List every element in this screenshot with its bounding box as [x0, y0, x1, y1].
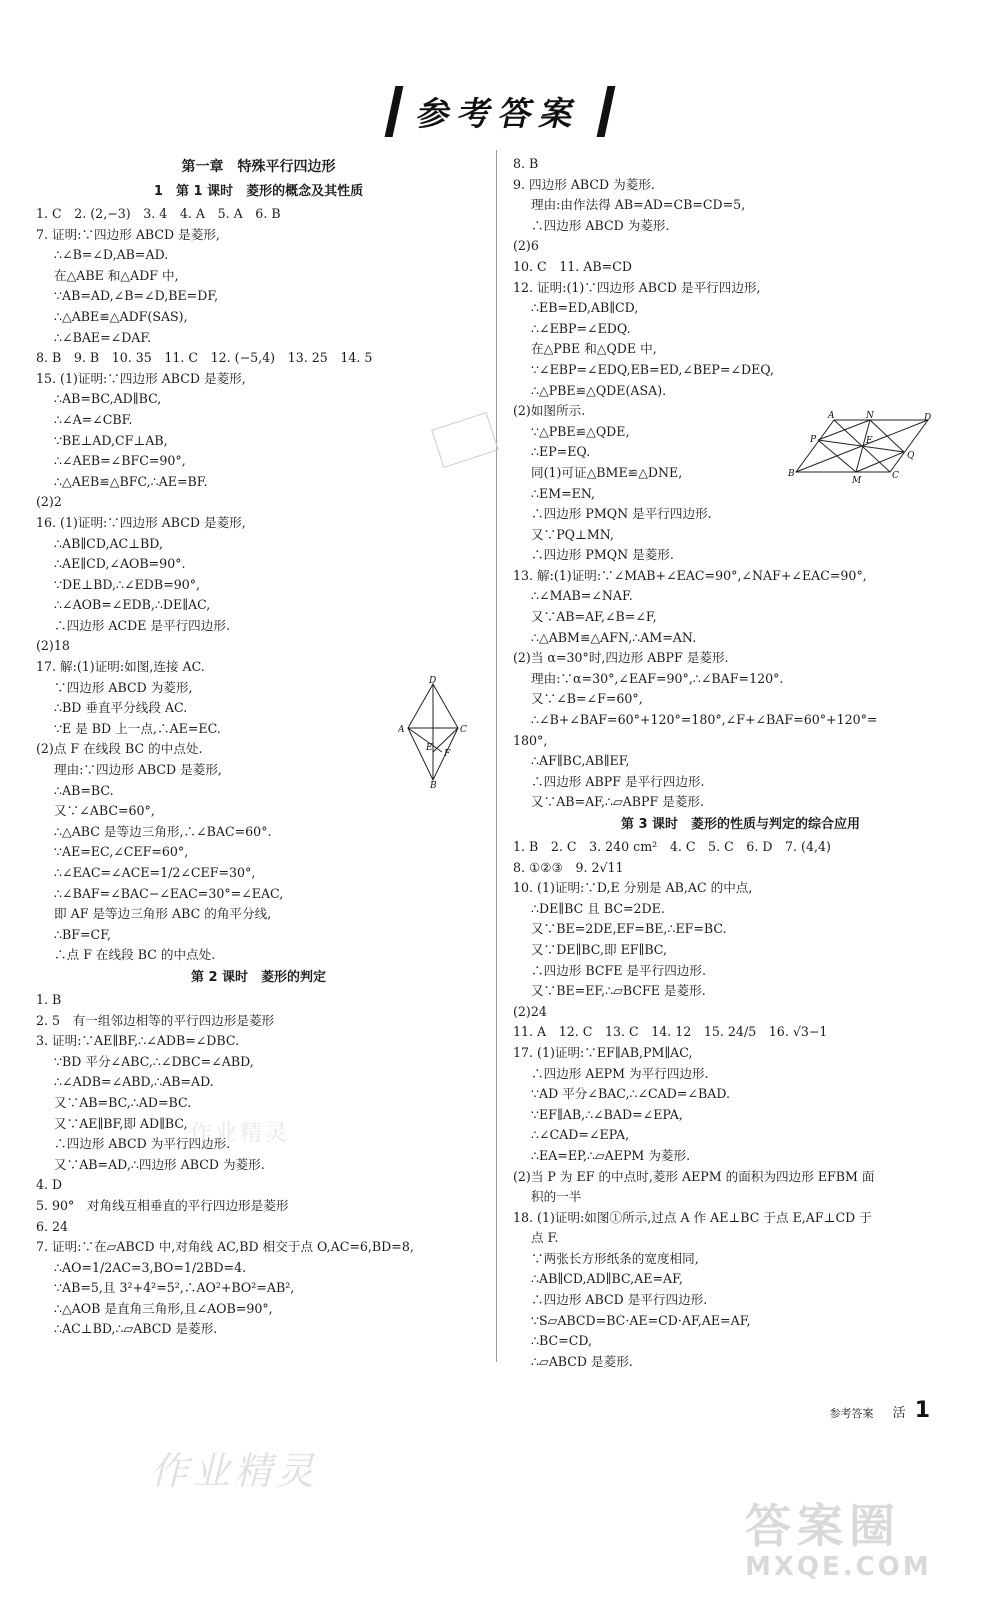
fig2-label-d: D — [924, 413, 932, 423]
answer-line: ∵AD 平分∠BAC,∴∠CAD=∠BAD. — [531, 1086, 730, 1102]
answer-line: ∵AE=EC,∠CEF=60°, — [54, 844, 189, 860]
answer-line: ∴△AEB≌△BFC,∴AE=BF. — [54, 473, 208, 489]
answer-line: ∴∠EBP=∠EDQ. — [531, 320, 631, 336]
answer-line: ∴AE∥CD,∠AOB=90°. — [54, 556, 186, 572]
answer-line: ∴∠BAE=∠DAF. — [54, 329, 152, 345]
answer-line: 17. (1)证明:∵EF∥AB,PM∥AC, — [513, 1044, 693, 1060]
answer-line: ∴△AOB 是直角三角形,且∠AOB=90°, — [54, 1300, 273, 1316]
answer-line: ∴AB=BC,AD∥BC, — [54, 391, 162, 407]
answer-line: 8. ①②③ 9. 2√11 — [513, 859, 624, 875]
column-divider — [496, 150, 497, 1362]
answer-line: ∴△PBE≌△QDE(ASA). — [531, 382, 667, 398]
fig1-label-f: F — [444, 749, 451, 759]
answer-line: (2)点 F 在线段 BC 的中点处. — [36, 741, 203, 757]
answer-line: ∴∠A=∠CBF. — [54, 411, 133, 427]
answer-line: ∵BE⊥AD,CF⊥AB, — [54, 432, 168, 448]
answer-line: ∴DE∥BC 且 BC=2DE. — [531, 900, 665, 916]
answer-line: ∴∠BAF=∠BAC−∠EAC=30°=∠EAC, — [54, 885, 284, 901]
answer-line: 3. 证明:∵AE∥BF,∴∠ADB=∠DBC. — [36, 1033, 240, 1049]
answer-line: ∴四边形 PMQN 是菱形. — [531, 547, 674, 563]
answer-line: ∴EB=ED,AB∥CD, — [531, 300, 639, 316]
answer-line: ∴AB=BC. — [54, 782, 114, 798]
answer-line: 又∵AE∥BF,即 AD∥BC, — [54, 1115, 188, 1131]
fig2-label-q: Q — [907, 451, 915, 461]
answer-line: (2)2 — [36, 494, 62, 510]
answer-line: (2)6 — [513, 238, 539, 254]
answer-line: ∵EF∥AB,∴∠BAD=∠EPA, — [531, 1106, 683, 1122]
watermark-site-name: 答案圈 — [745, 1499, 901, 1553]
answer-line: 又∵AB=AF,∠B=∠F, — [531, 609, 657, 625]
fig2-label-b: B — [788, 469, 795, 479]
answer-line: 16. (1)证明:∵四边形 ABCD 是菱形, — [36, 514, 246, 530]
answer-line: ∵DE⊥BD,∴∠EDB=90°, — [54, 576, 201, 592]
answer-line: ∴AO=1/2AC=3,BO=1/2BD=4. — [54, 1259, 247, 1275]
answer-line: ∴四边形 ABCD 为平行四边形. — [54, 1136, 231, 1152]
answer-line: (2)当 P 为 EF 的中点时,菱形 AEPM 的面积为四边形 EFBM 面 — [513, 1168, 875, 1184]
answer-line: ∴∠B+∠BAF=60°+120°=180°,∠F+∠BAF=60°+120°= — [531, 712, 878, 728]
section-2-answers — [36, 990, 481, 1340]
chapter-title: 第一章 特殊平行四边形 — [181, 159, 336, 175]
answer-line: ∴△ABC 是等边三角形,∴∠BAC=60°. — [54, 823, 272, 839]
fig2-label-m: M — [852, 476, 862, 486]
answer-line: 10. C 11. AB=CD — [513, 258, 632, 274]
answer-line: 7. 证明:∵四边形 ABCD 是菱形, — [36, 226, 220, 242]
answer-line: ∴AF∥BC,AB∥EF, — [531, 753, 630, 769]
fig1-label-e: E — [426, 743, 433, 753]
answer-line: ∵BD 平分∠ABC,∴∠DBC=∠ABD, — [54, 1053, 254, 1069]
right-answers-part2 — [513, 837, 968, 1372]
answer-line: 理由:由作法得 AB=AD=CB=CD=5, — [531, 197, 746, 213]
answer-line: ∵两张长方形纸条的宽度相同, — [531, 1250, 699, 1266]
section-3-title: 第 3 课时 菱形的性质与判定的综合应用 — [620, 817, 861, 832]
answer-line: ∴∠ADB=∠ABD,∴AB=AD. — [54, 1074, 214, 1090]
section-2-title: 第 2 课时 菱形的判定 — [190, 969, 327, 985]
answer-line: 理由:∵四边形 ABCD 是菱形, — [54, 762, 222, 778]
answer-line: 又∵BE=EF,∴▱BCFE 是菱形. — [531, 983, 706, 999]
page-number: 1 — [914, 1398, 930, 1423]
section-1-answers — [36, 204, 481, 966]
answer-line: 又∵DE∥BC,即 EF∥BC, — [531, 941, 667, 957]
footer-label: 参考答案 — [829, 1407, 874, 1420]
answer-line: (2)18 — [36, 638, 70, 654]
answer-line: ∴四边形 ABCD 是平行四边形. — [531, 1292, 708, 1308]
answer-line: 即 AF 是等边三角形 ABC 的角平分线, — [54, 906, 272, 922]
answer-line: 又∵BE=2DE,EF=BE,∴EF=BC. — [531, 921, 727, 937]
answer-line: 又∵∠ABC=60°, — [54, 803, 155, 819]
answer-line: 积的一半 — [531, 1189, 582, 1205]
answer-line: 9. 四边形 ABCD 为菱形. — [513, 176, 655, 192]
answer-line: 4. D — [36, 1177, 63, 1193]
rhombus-figure — [398, 676, 468, 788]
answer-line: ∴∠B=∠D,AB=AD. — [54, 247, 169, 263]
answer-line: ∴四边形 AEPM 为平行四边形. — [531, 1065, 709, 1081]
answer-line: ∴∠MAB=∠NAF. — [531, 588, 633, 604]
answer-line: ∴四边形 PMQN 是平行四边形. — [531, 506, 712, 522]
answer-line: ∴∠CAD=∠EPA, — [531, 1127, 630, 1143]
answer-line: 18. (1)证明:如图①所示,过点 A 作 AE⊥BC 于点 E,AF⊥CD 于 — [513, 1209, 872, 1225]
answer-line: ∴四边形 BCFE 是平行四边形. — [531, 962, 707, 978]
watermark-site-url: MXQE.COM — [745, 1552, 932, 1582]
answer-line: 7. 证明:∵在▱ABCD 中,对角线 AC,BD 相交于点 O,AC=6,BD=8, — [36, 1239, 414, 1255]
answer-line: 又∵∠B=∠F=60°, — [531, 691, 643, 707]
answer-line: ∵AB=AD,∠B=∠D,BE=DF, — [54, 288, 219, 304]
footer-sub: 活 — [892, 1406, 906, 1421]
answer-line: 又∵AB=AD,∴四边形 ABCD 为菱形. — [54, 1156, 265, 1172]
answer-line: ∴EA=EP,∴▱AEPM 为菱形. — [531, 1147, 691, 1163]
answer-line: ∴AB∥CD,AC⊥BD, — [54, 535, 163, 551]
answer-line: ∵∠EBP=∠EDQ,EB=ED,∠BEP=∠DEQ, — [531, 361, 774, 377]
answer-line: 在△PBE 和△QDE 中, — [531, 341, 657, 357]
answer-line: 10. (1)证明:∵D,E 分别是 AB,AC 的中点, — [513, 880, 753, 896]
answer-line: 11. A 12. C 13. C 14. 12 15. 24/5 16. √3−1 — [513, 1024, 828, 1040]
answer-line: ∵AB=5,且 3²+4²=5²,∴AO²+BO²=AB², — [54, 1280, 295, 1296]
fig1-label-a: A — [398, 725, 405, 735]
answer-line: 同(1)可证△BME≌△DNE, — [531, 464, 683, 480]
answer-line: 5. 90° 对角线互相垂直的平行四边形是菱形 — [36, 1197, 289, 1213]
fig1-label-b: B — [430, 781, 437, 788]
parallelogram-figure — [786, 410, 936, 486]
banner — [0, 86, 1000, 137]
watermark-mid: 作业精灵 — [190, 1121, 291, 1146]
answer-line: 8. B 9. B 10. 35 11. C 12. (−5,4) 13. 25 14. 5 — [36, 350, 373, 366]
answer-line: 8. B — [513, 156, 539, 171]
answer-line: ∵E 是 BD 上一点,∴AE=EC. — [54, 720, 221, 736]
answer-line: 6. 24 — [36, 1218, 69, 1234]
answer-line: 2. 5 有一组邻边相等的平行四边形是菱形 — [36, 1012, 275, 1028]
answer-line: 13. 解:(1)证明:∵∠MAB+∠EAC=90°,∠NAF+∠EAC=90°, — [513, 567, 867, 583]
answer-line: ∴BC=CD, — [531, 1333, 592, 1349]
watermark-bottom: 作业精灵 — [150, 1449, 319, 1493]
section-1-title: 1 第 1 课时 菱形的概念及其性质 — [153, 184, 364, 199]
answer-line: 理由:∵α=30°,∠EAF=90°,∴∠BAF=120°. — [531, 670, 784, 686]
answer-line: 17. 解:(1)证明:如图,连接 AC. — [36, 659, 205, 675]
answer-line: ∴四边形 ABCD 为菱形. — [531, 217, 670, 233]
answer-line: 1. B 2. C 3. 240 cm² 4. C 5. C 6. D 7. (4,4) — [513, 839, 831, 854]
answer-line: ∴EP=EQ. — [531, 444, 591, 460]
fig2-label-c: C — [892, 471, 899, 481]
fig1-label-d: D — [429, 676, 437, 686]
fig2-label-a: A — [828, 411, 835, 421]
answer-line: ∴∠AEB=∠BFC=90°, — [54, 453, 186, 469]
answer-line: ∴点 F 在线段 BC 的中点处. — [54, 947, 216, 963]
answer-line: (2)当 α=30°时,四边形 ABPF 是菱形. — [513, 650, 729, 666]
answer-line: ∴四边形 ACDE 是平行四边形. — [54, 617, 230, 633]
answer-line: 1. B — [36, 991, 62, 1007]
answer-line: ∵S▱ABCD=BC·AE=CD·AF,AE=AF, — [531, 1312, 751, 1328]
answer-line: ∴∠EAC=∠ACE=1/2∠CEF=30°, — [54, 865, 256, 880]
answer-line: 又∵AB=BC,∴AD=BC. — [54, 1094, 192, 1110]
answer-line: ∴BD 垂直平分线段 AC. — [54, 700, 188, 716]
answer-line: ∴△ABE≌△ADF(SAS), — [54, 308, 188, 324]
fig2-label-e: E — [866, 436, 873, 446]
answer-line: 点 F. — [531, 1230, 559, 1246]
answer-line: 又∵PQ⊥MN, — [531, 526, 614, 542]
answer-line: ∴AB∥CD,AD∥BC,AE=AF, — [531, 1271, 683, 1287]
answer-line: 12. 证明:(1)∵四边形 ABCD 是平行四边形, — [513, 279, 761, 295]
answer-line: ∵△PBE≌△QDE, — [531, 423, 630, 439]
answer-line: 1. C 2. (2,−3) 3. 4 4. A 5. A 6. B — [36, 206, 281, 221]
watermark-site — [745, 1500, 932, 1582]
right-column — [513, 154, 968, 1372]
answer-line: ∴AC⊥BD,∴▱ABCD 是菱形. — [54, 1321, 218, 1337]
answer-line: ∴▱ABCD 是菱形. — [531, 1353, 633, 1369]
fig2-label-p: P — [810, 435, 817, 445]
answer-line: (2)如图所示. — [513, 403, 586, 419]
answer-line: (2)24 — [513, 1003, 547, 1019]
page-footer — [829, 1398, 930, 1423]
banner-title: 参考答案 — [385, 86, 616, 137]
answer-line: ∴∠AOB=∠EDB,∴DE∥AC, — [54, 597, 211, 613]
answer-line: ∵四边形 ABCD 为菱形, — [54, 679, 193, 695]
answer-line: 15. (1)证明:∵四边形 ABCD 是菱形, — [36, 370, 246, 386]
answer-line: 又∵AB=AF,∴▱ABPF 是菱形. — [531, 794, 705, 810]
answer-line: ∴BF=CF, — [54, 926, 111, 942]
answer-line: ∴△ABM≌△AFN,∴AM=AN. — [531, 629, 697, 645]
fig1-label-c: C — [460, 725, 467, 735]
answer-line: 在△ABE 和△ADF 中, — [54, 267, 179, 283]
answer-line: ∴EM=EN, — [531, 485, 596, 501]
fig2-label-n: N — [866, 411, 874, 421]
answer-line: ∴四边形 ABPF 是平行四边形. — [531, 773, 705, 789]
answer-line: 180°, — [513, 732, 548, 748]
